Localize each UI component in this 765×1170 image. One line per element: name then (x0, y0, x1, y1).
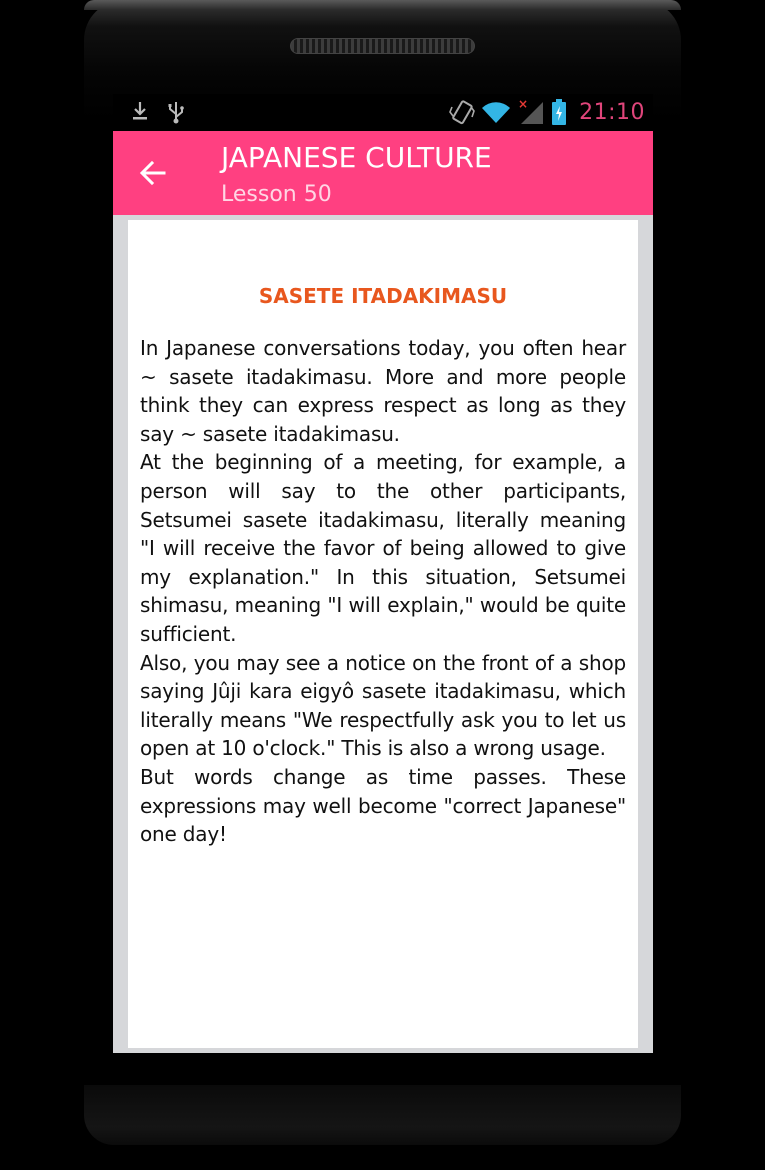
page-title: JAPANESE CULTURE (221, 141, 492, 174)
svg-text:×: × (518, 98, 529, 111)
app-screen (113, 131, 653, 1053)
back-button[interactable] (133, 153, 173, 193)
arrow-back-icon (139, 159, 167, 187)
lesson-paragraph: In Japanese conversations today, you often hear ~ sasete itadakimasu. More and more people think they can express respect as long as they say ~ sasete itadakimasu. (140, 336, 626, 446)
signal-icon (517, 98, 545, 126)
usb-icon (167, 100, 185, 124)
battery-icon (551, 98, 567, 126)
clock: 21:10 (579, 99, 645, 125)
lesson-paragraph: But words change as time passes. These expressions may well become "correct Japanese" one day! (140, 764, 626, 847)
lesson-heading: SASETE ITADAKIMASU (258, 284, 508, 308)
download-icon (131, 100, 149, 122)
lesson-paragraph: At the beginning of a meeting, for example, a person will say to the other participants, Setsumei sasete itadakimasu, literally meaning "I will receive the favor of being allowed to give my explanation." In this situation, Setsumei shimasu, meaning "I will explain," would be quite sufficient. (140, 450, 626, 646)
app-bar (113, 131, 653, 215)
phone-bottom-bezel (84, 1085, 681, 1145)
phone-top-rim (84, 0, 681, 10)
vibrate-icon (449, 99, 475, 125)
wifi-icon (481, 99, 511, 125)
status-bar (113, 94, 653, 131)
lesson-content[interactable] (128, 220, 638, 1048)
page-subtitle: Lesson 50 (221, 182, 332, 207)
speaker-grille (290, 38, 475, 54)
lesson-paragraph: Also, you may see a notice on the front of a shop saying Jûji kara eigyô sasete itadakimasu, which literally means "We respectfully ask you to let us open at 10 o'clock." This is also a wrong usage. (140, 650, 626, 761)
